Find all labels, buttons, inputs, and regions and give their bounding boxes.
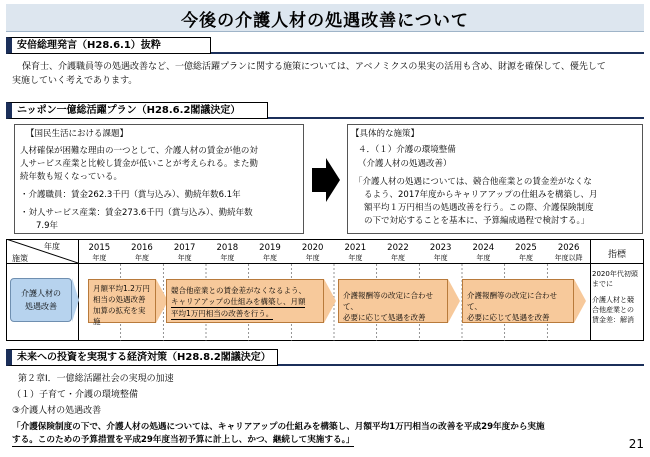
year-value: 2026 (557, 243, 580, 253)
timeline-corner-measure: 施策 (12, 254, 28, 263)
year-suffix: 年度 (305, 254, 320, 262)
year-value: 2020 (301, 243, 324, 253)
year-header-1 (121, 243, 164, 263)
timeline-arrow-2017-tip (324, 279, 336, 323)
year-header-3 (206, 243, 249, 263)
timeline-arrow-2021-line2: 必要に応じて処遇を改善 (343, 313, 426, 322)
section3-line3: ③介護人材の処遇改善 (12, 406, 102, 416)
year-header-5 (291, 243, 334, 263)
year-header-10 (505, 243, 548, 263)
issues-label: 【国民生活における課題】 (26, 129, 129, 139)
row-label-line2: 処遇改善 (25, 302, 57, 311)
issues-line1: 人材確保が困難な理由の一つとして、介護人材の賃金が他の対 (20, 146, 258, 156)
year-value: 2024 (472, 243, 495, 253)
indicator-line4: 合他産業との (592, 306, 634, 314)
row-label-line1: 介護人材の (21, 289, 61, 298)
issues-line2: 人サービス産業と比較し賃金が低いことが考えられる。また勤 (20, 159, 259, 169)
section3-line2: （１）子育て・介護の環境整備 (12, 390, 139, 400)
timeline-arrow-2017-line1: 競合他産業との賃金差がなくなるよう、 (171, 286, 306, 295)
measures-quote2: るよう、2017年度からキャリアアップの仕組みを構築し、月 (364, 190, 598, 200)
row-label-box (10, 278, 72, 322)
measures-quote1: 「介護人材の処遇については、競合他産業との賃金差がなくな (354, 177, 592, 187)
indicator-header: 指標 (607, 250, 626, 260)
measures-quote3: 額平均１万円相当の処遇改善を行う。この際、介護保険制度 (364, 203, 594, 213)
year-header-2 (163, 243, 206, 263)
indicator-text (592, 269, 638, 325)
indicator-line5: 賃金差：解消 (592, 316, 634, 324)
section2-heading: ニッポン一億総活躍プラン（H28.6.2閣議決定） (6, 102, 268, 119)
issues-item2b: 7.9年 (36, 221, 59, 231)
row-label-pointer (72, 278, 79, 322)
indicator-line2: までに (592, 280, 613, 288)
year-value: 2023 (429, 243, 452, 253)
measures-line2: （介護人材の処遇改善） (358, 159, 452, 169)
page-title: 今後の介護人材の処遇改善について (181, 11, 469, 31)
year-value: 2025 (515, 243, 537, 253)
section3-heading: 未来への投資を実現する経済対策（H28.8.2閣議決定） (6, 349, 278, 366)
issues-item2a: ・対人サービス産業：賃金273.6千円（賞与込み）、勤続年数 (20, 208, 253, 218)
section1-text-line2: 実施していく考えであります。 (12, 76, 138, 86)
year-suffix: 年度 (518, 254, 533, 262)
year-suffix: 年度 (476, 254, 491, 262)
timeline-arrow-2024-tip (574, 279, 586, 323)
timeline-arrow-2017-line2: キャリアアップの仕組みを構築し、月額 (171, 297, 306, 306)
section1-text-line1: 保育士、介護職員等の処遇改善など、一億総活躍プランに関する施策については、アベノミクスの果実の活用も含め、財源を確保して、優先して (22, 62, 606, 72)
year-suffix: 年度 (134, 254, 149, 262)
year-header-4 (249, 243, 292, 263)
timeline-arrow-2017 (166, 279, 324, 323)
section3-line1: 第２章Ⅰ．一億総活躍社会の実現の加速 (18, 374, 174, 384)
year-suffix: 年度 (433, 254, 448, 262)
measures-line1: ４．（１）介護の環境整備 (358, 145, 456, 155)
year-value: 2015 (88, 243, 111, 253)
year-value: 2017 (173, 243, 196, 253)
timeline-arrow-2017-line3: 平均1万円相当の改善を行う。 (171, 309, 274, 318)
timeline-arrow-2016-text: 月額平均1.2万円相当の処遇改善加算の拡充を実施 (93, 284, 150, 326)
year-header-8 (419, 243, 462, 263)
year-value: 2021 (344, 243, 367, 253)
year-value: 2022 (387, 243, 409, 253)
measures-label: 【具体的な施策】 (351, 129, 420, 139)
year-value: 2016 (131, 243, 153, 253)
year-suffix: 年度 (92, 254, 107, 262)
right-arrow-icon (312, 158, 340, 202)
section3-quote1: 「介護保険制度の下で、介護人材の処遇については、キャリアアップの仕組みを構築し、月額平均1万円相当の改善を平成29年度から実施 (12, 422, 545, 432)
year-header-6 (334, 243, 377, 263)
year-suffix: 年度 (390, 254, 405, 262)
timeline-arrow-2024-line2: 必要に応じて処遇を改善 (467, 313, 550, 322)
year-value: 2019 (259, 243, 281, 253)
year-suffix: 年度 (177, 254, 192, 262)
year-suffix: 年度 (262, 254, 277, 262)
issues-item1: ・介護職員：賃金262.3千円（賞与込み）、勤続年数6.1年 (20, 190, 241, 200)
timeline-arrow-2021-line1: 介護報酬等の改定に合わせて、 (343, 291, 433, 311)
indicator-line1: 2020年代初頭 (592, 270, 638, 278)
year-suffix: 年度 (220, 254, 235, 262)
measures-quote4: の下で対応することを基本に、予算編成過程で検討する。」 (364, 216, 590, 226)
year-value: 2018 (216, 243, 239, 253)
year-header-7 (377, 243, 420, 263)
year-suffix: 年度 (348, 254, 363, 262)
year-suffix: 年度以降 (554, 254, 583, 262)
timeline-arrow-2024-line1: 介護報酬等の改定に合わせて、 (467, 291, 557, 311)
year-header-9 (462, 243, 505, 263)
timeline-arrow-2016 (88, 279, 156, 326)
section1-heading: 安倍総理発言（H28.6.1）抜粋 (6, 37, 211, 54)
timeline-arrow-2024 (462, 279, 574, 323)
indicator-line3: 介護人材と競 (592, 296, 634, 304)
year-header-0 (78, 243, 121, 263)
year-header-11 (547, 243, 590, 263)
timeline-indicator-rule (590, 239, 591, 341)
issues-line3: 続年数も短くなっている。 (20, 172, 123, 182)
page-number: 21 (628, 437, 644, 451)
timeline-corner-year: 年度 (44, 242, 60, 251)
timeline-arrow-2021-tip (448, 279, 460, 323)
timeline-arrow-2021 (338, 279, 448, 323)
section3-quote2: する。このための予算措置を平成29年度当初予算に計上し、かつ、継続して実施する。」 (12, 435, 355, 445)
